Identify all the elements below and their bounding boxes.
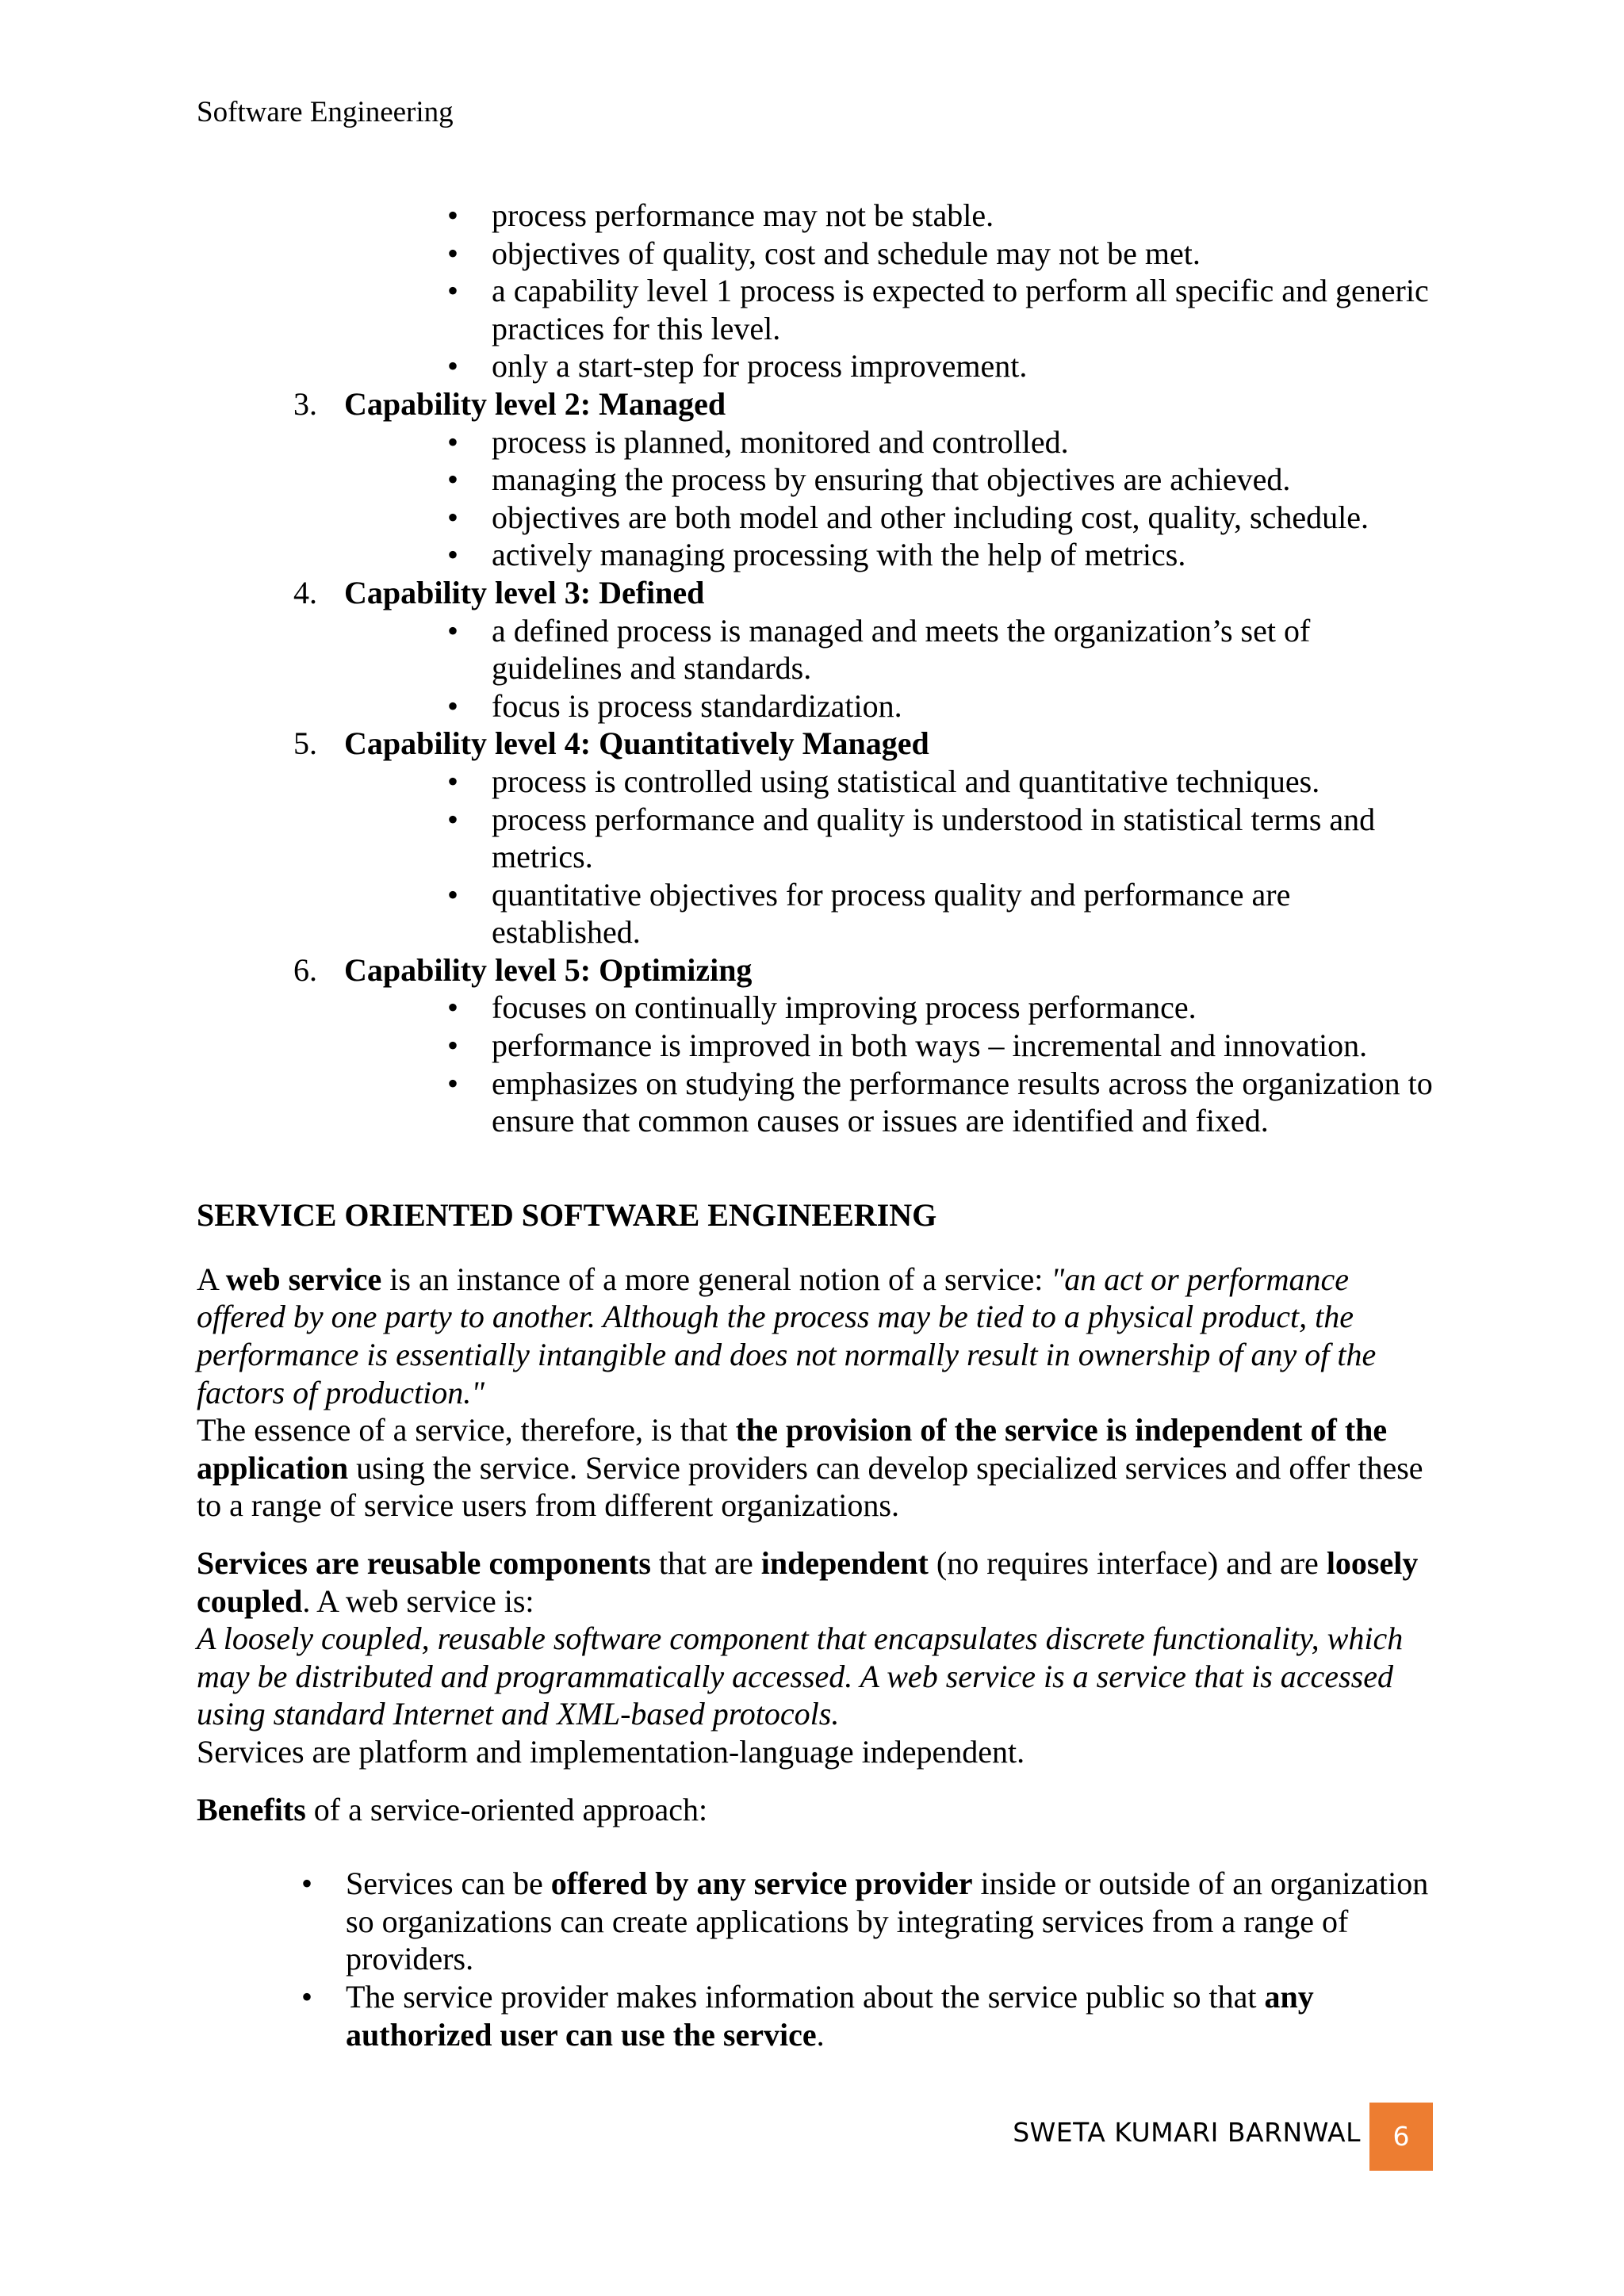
level-bullets	[344, 612, 1434, 725]
text-run: The essence of a service, therefore, is that	[197, 1412, 736, 1448]
level-title: Capability level 5: Optimizing	[344, 951, 753, 988]
paragraph-essence	[197, 1411, 1434, 1525]
list-item: • performance is improved in both ways – incremental and innovation.	[492, 1027, 1434, 1065]
text-run: .	[816, 2016, 825, 2053]
page-content	[197, 197, 1434, 2053]
capability-level-3	[197, 574, 1434, 725]
list-number: 4.	[293, 574, 317, 610]
level-bullets	[344, 423, 1434, 574]
list-item: • objectives are both model and other including cost, quality, schedule.	[492, 499, 1434, 537]
text-run: The service provider makes information about the service public so that	[346, 1978, 1265, 2015]
benefits-list	[197, 1865, 1434, 2053]
text-run: (no requires interface) and are	[928, 1545, 1327, 1581]
text-run: of a service-oriented approach:	[305, 1791, 708, 1827]
list-item: • managing the process by ensuring that objectives are achieved.	[492, 461, 1434, 499]
list-item	[346, 1978, 1434, 2053]
capability-levels-list	[197, 385, 1434, 1140]
bold-term: offered by any service provider	[550, 1866, 973, 1902]
text-run: A	[197, 1261, 226, 1297]
text-run: using the service. Service providers can develop specialized services and offer these to a range of service users from different organizations.	[197, 1449, 1423, 1524]
list-item: • objectives of quality, cost and schedule may not be met.	[492, 235, 1434, 273]
list-number: 3.	[293, 385, 317, 422]
level-bullets	[344, 989, 1434, 1139]
intro-bullet-list	[197, 197, 1434, 385]
bold-term: Benefits	[197, 1791, 306, 1827]
italic-quote: "an act or performance offered by one party to another. Although the process may be tied to a physical product, the performance is essentially intangible and does not normally result in ownership of any of the factors of production."	[197, 1261, 1377, 1410]
page-number-badge: 6	[1369, 2103, 1433, 2171]
list-item: • actively managing processing with the help of metrics.	[492, 536, 1434, 574]
list-item: • process is planned, monitored and controlled.	[492, 423, 1434, 461]
capability-level-5	[197, 951, 1434, 1140]
list-item: • a capability level 1 process is expected to perform all specific and generic practices for this level.	[492, 272, 1434, 347]
paragraph-reusable	[197, 1544, 1434, 1620]
list-item: • only a start-step for process improvement.	[492, 347, 1434, 385]
list-item: • a defined process is managed and meets the organization’s set of guidelines and standards.	[492, 612, 1434, 687]
footer-author: SWETA KUMARI BARNWAL	[1013, 2117, 1361, 2148]
list-number: 6.	[293, 951, 317, 988]
capability-level-4	[197, 725, 1434, 951]
text-run: . A web service is:	[302, 1582, 534, 1619]
bold-term: web service	[225, 1261, 382, 1297]
paragraph-web-service	[197, 1261, 1434, 1411]
level-title: Capability level 2: Managed	[344, 385, 726, 422]
text-run: is an instance of a more general notion of a service:	[381, 1261, 1051, 1297]
paragraph-definition-quote	[197, 1620, 1434, 1733]
paragraph-platform: Services are platform and implementation-language independent.	[197, 1733, 1025, 1770]
capability-level-2	[197, 385, 1434, 574]
list-item: • process performance and quality is understood in statistical terms and metrics.	[492, 801, 1434, 876]
list-item: • focuses on continually improving process performance.	[492, 989, 1434, 1027]
list-item: • emphasizes on studying the performance results across the organization to ensure that common causes or issues are identified and fixed.	[492, 1065, 1434, 1140]
text-run: inside or outside of an organization so organizations can create applications by integrating services from a range of providers.	[346, 1866, 1429, 1977]
list-number: 5.	[293, 725, 317, 762]
running-header: Software Engineering	[197, 96, 454, 128]
level-title: Capability level 3: Defined	[344, 574, 705, 610]
bold-term: independent	[760, 1545, 929, 1581]
list-item: • quantitative objectives for process quality and performance are established.	[492, 876, 1434, 951]
list-item: • process is controlled using statistical and quantitative techniques.	[492, 763, 1434, 801]
text-run: that are	[650, 1545, 761, 1581]
bold-term: loosely coupled	[197, 1545, 1419, 1619]
list-item: • process performance may not be stable.	[492, 197, 1434, 235]
text-run: Services can be	[346, 1866, 551, 1902]
bold-term: the provision of the service is independent of the application	[197, 1412, 1388, 1486]
italic-quote: A loosely coupled, reusable software component that encapsulates discrete functionality, which may be distributed and programmatically accessed. A web service is a service that is accessed using standard Internet and XML-based protocols.	[197, 1621, 1404, 1732]
section-heading: SERVICE ORIENTED SOFTWARE ENGINEERING	[197, 1196, 937, 1233]
list-item: • focus is process standardization.	[492, 687, 1434, 725]
list-item	[346, 1865, 1434, 1978]
bold-term: any authorized user can use the service	[346, 1978, 1314, 2053]
level-title: Capability level 4: Quantitatively Managed	[344, 725, 929, 762]
level-bullets	[344, 763, 1434, 951]
paragraph-benefits-intro	[197, 1791, 1434, 1829]
bold-term: Services are reusable components	[197, 1545, 651, 1581]
